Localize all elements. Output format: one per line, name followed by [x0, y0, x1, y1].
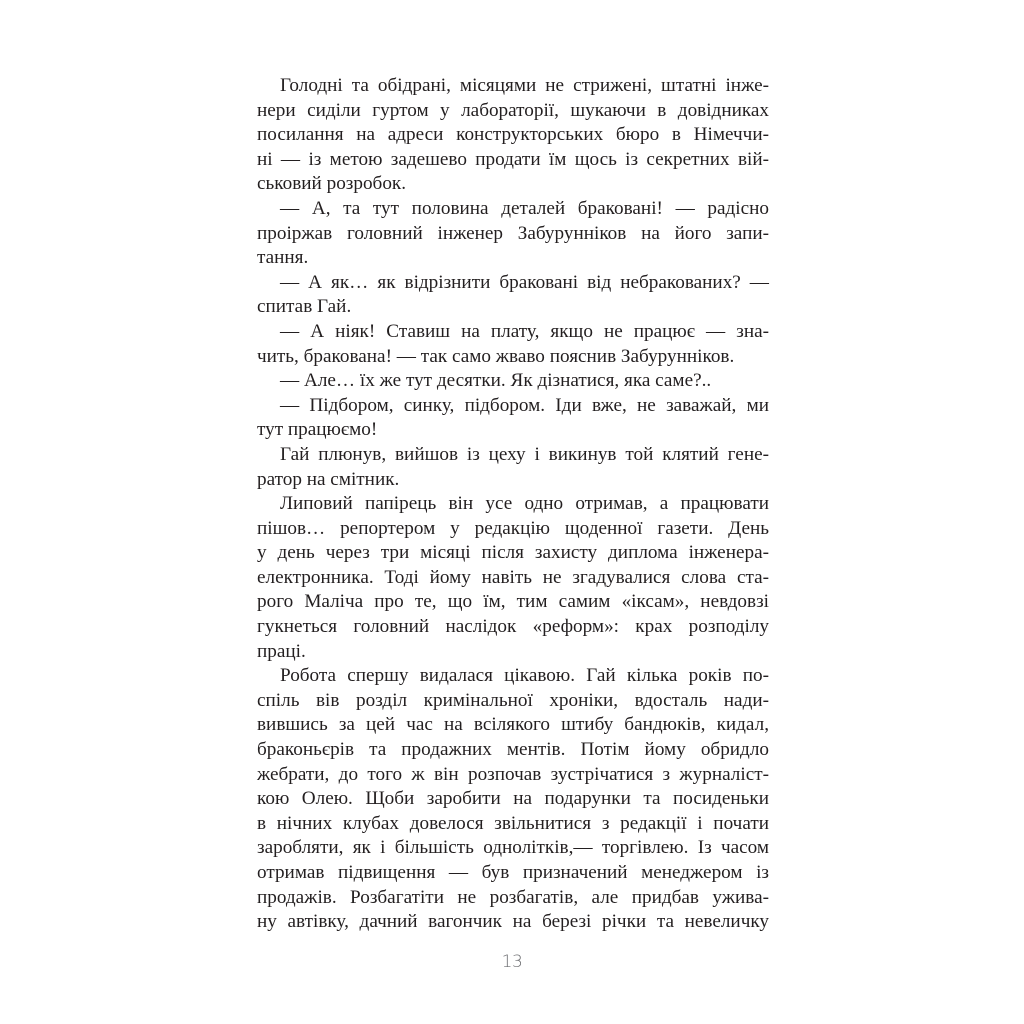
text-line: жебрати, до того ж він розпочав зустрічатися з журналіст-: [257, 763, 769, 785]
text-line: праці.: [257, 640, 306, 662]
text-line: Гай плюнув, вийшов із цеху і викинув той клятий гене-: [280, 443, 769, 465]
text-line: в нічних клубах довелося звільнитися з редакції і почати: [257, 812, 769, 834]
text-line: ну автівку, дачний вагончик на березі річки та невеличку: [257, 911, 769, 933]
text-line: у день через три місяці після захисту диплома інженера-: [257, 542, 769, 564]
text-line: — Підбором, синку, підбором. Іди вже, не заважай, ми: [280, 394, 769, 416]
text-line: проіржав головний інженер Забурунніков на його запи-: [257, 222, 769, 244]
page-number: 13: [501, 952, 523, 972]
text-line: посилання на адреси конструкторських бюро в Німеччи-: [257, 124, 769, 146]
text-line: кою Олею. Щоби заробити на подарунки та посиденьки: [257, 788, 769, 810]
text-line: електронника. Тоді йому навіть не згадувалися слова ста-: [257, 566, 769, 588]
text-line: ні — із метою задешево продати їм щось із секретних вій-: [257, 148, 769, 170]
text-line: гукнеться головний наслідок «реформ»: крах розподілу: [257, 616, 769, 638]
text-line: продажів. Розбагатіти не розбагатів, але придбав ужива-: [257, 886, 769, 908]
text-line: спитав Гай.: [257, 296, 352, 318]
text-line: Липовий папірець він усе одно отримав, а працювати: [280, 493, 769, 515]
text-line: рого Маліча про те, що їм, тим самим «іксам», невдовзі: [257, 591, 769, 613]
text-line: нери сиділи гуртом у лабораторії, шукаючи в довідниках: [257, 99, 769, 121]
text-line: — А ніяк! Ставиш на плату, якщо не працює — зна-: [280, 320, 769, 342]
text-line: чить, бракована! — так само жваво пояснив Забурунніков.: [257, 345, 735, 367]
text-line: — А як… як відрізнити браковані від небракованих? —: [280, 271, 769, 293]
text-line: Робота спершу видалася цікавою. Гай кілька років по-: [280, 665, 769, 687]
text-line: тут працюємо!: [257, 419, 378, 441]
text-line: спіль вів розділ кримінальної хроніки, вдосталь нади-: [257, 689, 769, 711]
text-line: ратор на смітник.: [257, 468, 400, 490]
text-line: — Але… їх же тут десятки. Як дізнатися, яка саме?..: [280, 370, 712, 392]
text-line: тання.: [257, 247, 309, 269]
text-line: браконьєрів та продажних ментів. Потім йому обридло: [257, 739, 769, 761]
text-line: Голодні та обідрані, місяцями не стрижені, штатні інже-: [280, 75, 769, 96]
text-line: — А, та тут половина деталей браковані! — радісно: [280, 197, 769, 219]
text-line: ськовий розробок.: [257, 173, 407, 195]
text-line: вившись за цей час на всілякого штибу бандюків, кидал,: [257, 714, 769, 736]
text-line: заробляти, як і більшість однолітків,— торгівлею. Із часом: [257, 837, 769, 859]
text-line: отримав підвищення — був призначений менеджером із: [257, 862, 769, 883]
page-body: [257, 74, 769, 935]
text-line: пішов… репортером у редакцію щоденної газети. День: [257, 517, 769, 539]
